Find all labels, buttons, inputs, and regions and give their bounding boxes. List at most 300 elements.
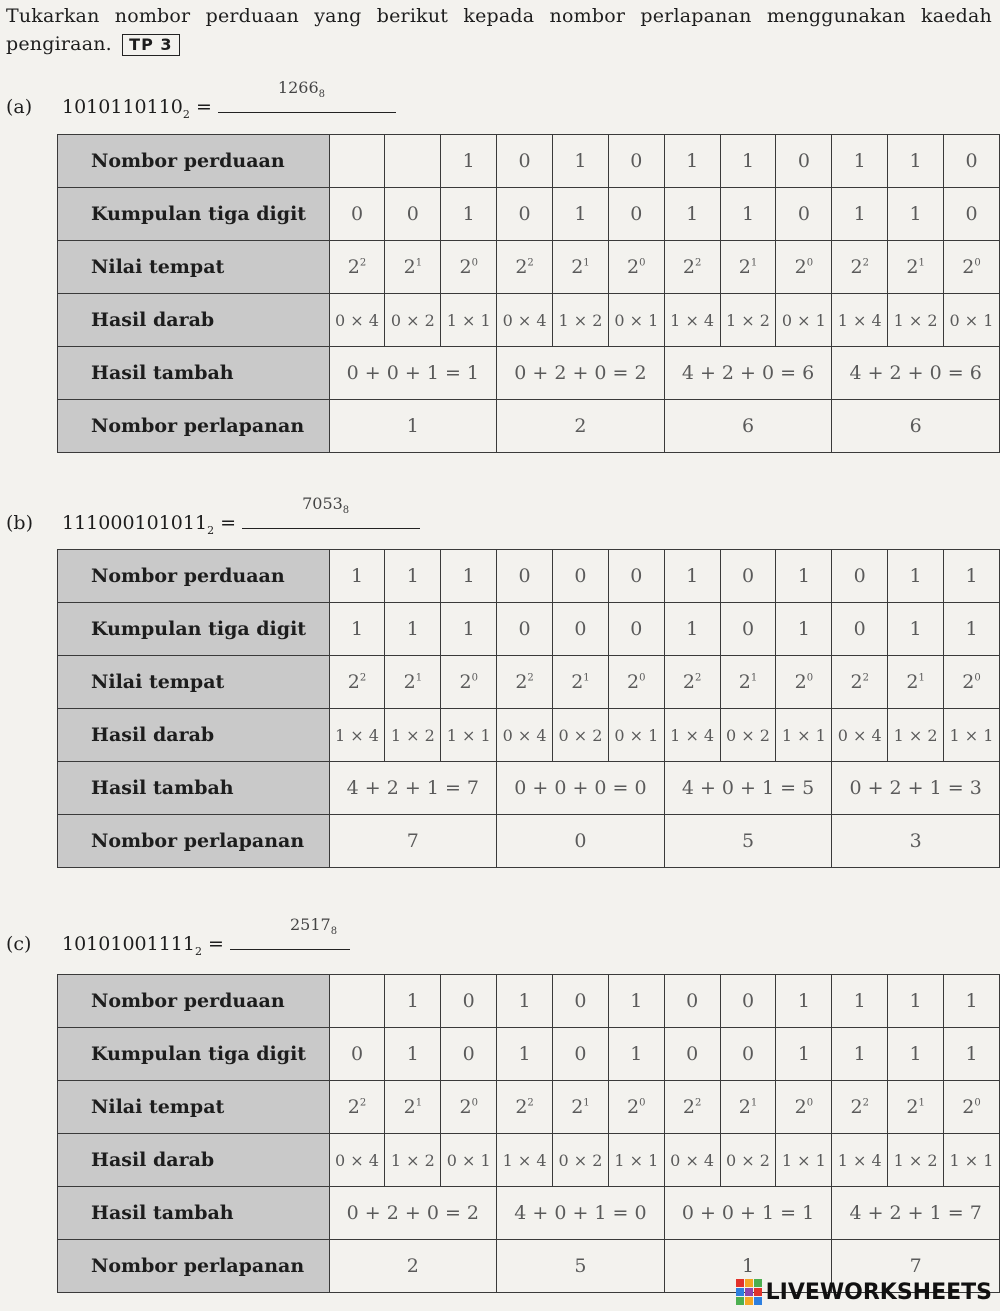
table-cell: 1 (720, 188, 776, 241)
table-cell (329, 135, 385, 188)
answer-number: 7053 (302, 494, 343, 513)
table-cell: 0 × 4 (497, 709, 553, 762)
place-exponent: 0 (639, 672, 646, 684)
table-cell: 0 (497, 550, 553, 603)
place-value-cell (664, 656, 720, 709)
place-value-cell (497, 1081, 553, 1134)
table-cell: 0 (553, 975, 609, 1028)
table-cell: 0 (441, 1028, 497, 1081)
row-octal (58, 400, 1000, 453)
place-exponent: 2 (359, 257, 367, 269)
equals-sign: = (220, 512, 237, 534)
table-cell (329, 975, 385, 1028)
octal-digit-cell: 6 (832, 400, 1000, 453)
answer-number: 1266 (277, 78, 319, 97)
table-cell: 1 × 1 (776, 1134, 832, 1187)
instruction-body: Tukarkan nombor perduaan yang berikut kepada nombor perlapanan menggunakan kaedah pengiraan. (6, 5, 992, 55)
table-cell: 1 (497, 975, 553, 1028)
table-cell: 1 × 1 (608, 1134, 664, 1187)
octal-digit-cell: 7 (832, 1240, 1000, 1293)
logo-tile (736, 1288, 744, 1296)
table-cell: 0 × 1 (441, 1134, 497, 1187)
place-exponent: 0 (974, 672, 981, 684)
table-cell: 1 (608, 975, 664, 1028)
table-cell: 1 (720, 135, 776, 188)
working-table-b (57, 549, 1000, 868)
sum-cell: 4 + 2 + 1 = 7 (832, 1187, 1000, 1240)
question-b-line (6, 494, 420, 537)
place-value-cell (385, 1081, 441, 1134)
table-cell: 1 × 2 (385, 1134, 441, 1187)
place-value-cell (664, 241, 720, 294)
place-value-cell (888, 241, 944, 294)
sum-cell: 0 + 2 + 0 = 2 (497, 347, 665, 400)
table-cell: 1 (329, 550, 385, 603)
table-cell: 1 (664, 188, 720, 241)
place-value-cell (776, 241, 832, 294)
logo-tile (745, 1288, 753, 1296)
row-groups (58, 1028, 1000, 1081)
table-cell: 0 (664, 1028, 720, 1081)
octal-digit-cell: 5 (664, 815, 832, 868)
equals-sign: = (208, 933, 224, 955)
place-exponent: 2 (695, 257, 702, 269)
question-c-line (6, 915, 350, 958)
table-cell: 1 (497, 1028, 553, 1081)
row-header: Hasil darab (58, 294, 330, 347)
row-binary (58, 975, 1000, 1028)
place-exponent: 2 (862, 257, 869, 269)
row-header: Nombor perduaan (58, 135, 330, 188)
row-product (58, 709, 1000, 762)
place-value-cell (720, 656, 776, 709)
place-value-cell (329, 1081, 385, 1134)
table-cell: 1 (832, 1028, 888, 1081)
place-base: 2 (962, 1096, 975, 1118)
sum-cell: 0 + 0 + 0 = 0 (497, 762, 665, 815)
table-cell: 1 × 1 (441, 294, 497, 347)
octal-digit-cell: 1 (664, 1240, 832, 1293)
place-exponent: 2 (527, 1097, 534, 1109)
row-header: Nombor perlapanan (58, 815, 330, 868)
table-cell: 1 (944, 550, 1000, 603)
table-cell: 0 × 4 (664, 1134, 720, 1187)
table-cell: 1 × 4 (329, 709, 385, 762)
table-cell: 1 × 4 (664, 294, 720, 347)
table-cell: 1 × 2 (553, 294, 609, 347)
question-label: (a) (6, 96, 33, 118)
place-value-cell (776, 1081, 832, 1134)
table-cell: 0 (385, 188, 441, 241)
table-cell: 0 × 2 (553, 1134, 609, 1187)
logo-tile (754, 1288, 762, 1296)
place-base: 2 (459, 256, 472, 278)
place-exponent: 0 (806, 1097, 814, 1109)
table-cell: 0 × 2 (385, 294, 441, 347)
table-cell: 0 (553, 550, 609, 603)
octal-digit-cell: 6 (664, 400, 832, 453)
place-base: 2 (515, 671, 528, 693)
place-value-cell (664, 1081, 720, 1134)
place-value-cell (888, 656, 944, 709)
row-header: Nombor perduaan (58, 975, 330, 1028)
base-subscript: 2 (182, 107, 190, 121)
row-binary (58, 135, 1000, 188)
place-base: 2 (515, 256, 528, 278)
place-exponent: 2 (527, 257, 534, 269)
table-cell: 1 (832, 135, 888, 188)
table-cell: 0 (608, 603, 664, 656)
octal-digit-cell: 2 (497, 400, 665, 453)
place-base: 2 (906, 1096, 919, 1118)
place-exponent: 2 (695, 672, 702, 684)
place-base: 2 (850, 671, 863, 693)
table-cell: 1 (944, 603, 1000, 656)
table-cell: 1 (944, 1028, 1000, 1081)
logo-tile (736, 1279, 744, 1287)
place-base: 2 (738, 256, 751, 278)
place-exponent: 0 (471, 672, 478, 684)
table-cell: 1 (888, 550, 944, 603)
instruction-text (6, 2, 992, 58)
row-product (58, 294, 1000, 347)
place-base: 2 (738, 1096, 751, 1118)
table-cell: 0 (776, 188, 832, 241)
row-header: Nombor perduaan (58, 550, 330, 603)
binary-number: 111000101011 (62, 512, 208, 534)
place-value-cell (441, 656, 497, 709)
tp-badge: TP 3 (122, 34, 179, 56)
place-exponent: 0 (639, 1097, 646, 1109)
place-exponent: 1 (583, 672, 590, 684)
table-cell: 0 (776, 135, 832, 188)
table-cell: 1 (832, 188, 888, 241)
row-header: Nilai tempat (58, 241, 330, 294)
place-base: 2 (682, 256, 695, 278)
table-cell: 0 × 1 (944, 294, 1000, 347)
row-product (58, 1134, 1000, 1187)
table-cell: 0 × 1 (608, 294, 664, 347)
octal-digit-cell: 5 (497, 1240, 665, 1293)
liveworksheets-logo (736, 1279, 992, 1305)
place-value-cell (385, 241, 441, 294)
table-cell: 1 × 4 (832, 1134, 888, 1187)
table-cell: 0 (497, 188, 553, 241)
place-base: 2 (403, 256, 416, 278)
table-cell: 1 × 2 (888, 294, 944, 347)
table-cell: 1 (776, 1028, 832, 1081)
place-exponent: 1 (750, 672, 758, 684)
place-value-cell (608, 656, 664, 709)
table-cell: 0 × 4 (329, 1134, 385, 1187)
place-exponent: 1 (750, 1097, 758, 1109)
table-cell: 1 × 2 (888, 709, 944, 762)
answer-base: 8 (342, 505, 350, 517)
place-base: 2 (515, 1096, 528, 1118)
table-cell: 1 × 1 (776, 709, 832, 762)
working-table-c (57, 974, 1000, 1293)
table-cell: 0 (553, 603, 609, 656)
table-cell: 0 (664, 975, 720, 1028)
sum-cell: 4 + 2 + 0 = 6 (664, 347, 832, 400)
row-sum (58, 762, 1000, 815)
table-cell: 1 (385, 975, 441, 1028)
answer-field[interactable] (218, 78, 396, 113)
table-cell: 1 (608, 1028, 664, 1081)
table-cell: 1 (888, 603, 944, 656)
table-cell: 1 (944, 975, 1000, 1028)
place-value-cell (832, 1081, 888, 1134)
place-base: 2 (906, 671, 919, 693)
table-cell: 1 (664, 550, 720, 603)
row-place-value (58, 656, 1000, 709)
row-header: Nilai tempat (58, 656, 330, 709)
table-cell: 1 (553, 135, 609, 188)
place-base: 2 (403, 1096, 416, 1118)
place-base: 2 (682, 1096, 695, 1118)
row-sum (58, 347, 1000, 400)
place-value-cell (944, 656, 1000, 709)
table-cell: 1 (329, 603, 385, 656)
place-value-cell (329, 241, 385, 294)
octal-digit-cell: 3 (832, 815, 1000, 868)
row-header: Hasil tambah (58, 1187, 330, 1240)
sum-cell: 0 + 0 + 1 = 1 (329, 347, 497, 400)
place-value-cell (832, 241, 888, 294)
table-cell: 1 (776, 603, 832, 656)
place-exponent: 0 (974, 257, 981, 269)
place-exponent: 0 (806, 672, 814, 684)
row-header: Nombor perlapanan (58, 400, 330, 453)
table-cell: 0 × 2 (553, 709, 609, 762)
place-base: 2 (794, 671, 807, 693)
table-cell: 1 (888, 975, 944, 1028)
place-base: 2 (962, 256, 975, 278)
place-base: 2 (906, 256, 919, 278)
table-cell: 1 × 4 (497, 1134, 553, 1187)
place-value-cell (944, 1081, 1000, 1134)
place-base: 2 (403, 671, 416, 693)
logo-tile (745, 1297, 753, 1305)
table-cell: 0 (497, 603, 553, 656)
table-cell: 0 (832, 603, 888, 656)
place-exponent: 1 (918, 672, 925, 684)
table-cell: 1 (776, 975, 832, 1028)
place-exponent: 2 (862, 672, 869, 684)
table-cell: 1 × 4 (664, 709, 720, 762)
table-cell: 1 (832, 975, 888, 1028)
row-place-value (58, 1081, 1000, 1134)
table-cell: 1 (664, 603, 720, 656)
logo-tile (754, 1297, 762, 1305)
table-cell: 0 × 4 (832, 709, 888, 762)
place-value-cell (608, 241, 664, 294)
question-label: (b) (6, 512, 33, 534)
table-cell: 1 × 2 (720, 294, 776, 347)
table-cell: 0 (441, 975, 497, 1028)
question-a-line (6, 78, 396, 121)
answer-value (302, 494, 349, 516)
table-cell: 0 (329, 1028, 385, 1081)
table-cell: 1 (385, 550, 441, 603)
answer-value (290, 915, 337, 937)
place-value-cell (553, 656, 609, 709)
place-exponent: 1 (583, 1097, 590, 1109)
row-header: Hasil tambah (58, 762, 330, 815)
table-cell: 0 (944, 188, 1000, 241)
answer-value (278, 78, 325, 100)
place-exponent: 2 (359, 672, 367, 684)
table-cell: 1 × 2 (888, 1134, 944, 1187)
place-base: 2 (347, 256, 360, 278)
table-cell: 0 (720, 1028, 776, 1081)
table-cell: 1 (385, 1028, 441, 1081)
place-exponent: 1 (918, 1097, 925, 1109)
place-exponent: 2 (862, 1097, 869, 1109)
sum-cell: 0 + 2 + 0 = 2 (329, 1187, 497, 1240)
place-value-cell (553, 1081, 609, 1134)
answer-base: 8 (318, 89, 325, 101)
row-groups (58, 603, 1000, 656)
sum-cell: 4 + 2 + 1 = 7 (329, 762, 497, 815)
place-exponent: 0 (974, 1097, 981, 1109)
place-exponent: 0 (639, 257, 646, 269)
sum-cell: 0 + 2 + 1 = 3 (832, 762, 1000, 815)
table-cell: 1 (664, 135, 720, 188)
table-cell: 1 × 1 (944, 1134, 1000, 1187)
place-exponent: 1 (415, 672, 423, 684)
place-base: 2 (682, 671, 695, 693)
place-exponent: 1 (750, 257, 758, 269)
table-cell: 1 (441, 135, 497, 188)
table-cell: 1 (441, 188, 497, 241)
place-base: 2 (571, 256, 584, 278)
answer-number: 2517 (290, 915, 331, 934)
octal-digit-cell: 7 (329, 815, 497, 868)
place-exponent: 1 (583, 257, 590, 269)
base-subscript: 2 (207, 523, 215, 537)
place-base: 2 (627, 671, 640, 693)
sum-cell: 0 + 0 + 1 = 1 (664, 1187, 832, 1240)
table-cell: 1 (888, 188, 944, 241)
place-value-cell (944, 241, 1000, 294)
place-base: 2 (850, 1096, 863, 1118)
table-cell: 0 (608, 550, 664, 603)
row-binary (58, 550, 1000, 603)
place-value-cell (832, 656, 888, 709)
place-exponent: 0 (471, 257, 478, 269)
table-cell: 0 × 1 (776, 294, 832, 347)
table-cell: 0 × 4 (329, 294, 385, 347)
octal-digit-cell: 1 (329, 400, 497, 453)
place-base: 2 (794, 1096, 807, 1118)
table-cell: 0 (720, 550, 776, 603)
table-cell: 0 (944, 135, 1000, 188)
place-value-cell (497, 656, 553, 709)
table-cell: 0 (497, 135, 553, 188)
place-base: 2 (459, 671, 472, 693)
place-value-cell (888, 1081, 944, 1134)
place-value-cell (329, 656, 385, 709)
table-cell: 1 (441, 550, 497, 603)
place-base: 2 (627, 1096, 640, 1118)
row-header: Kumpulan tiga digit (58, 1028, 330, 1081)
table-cell: 0 (553, 1028, 609, 1081)
sum-cell: 4 + 0 + 1 = 0 (497, 1187, 665, 1240)
place-base: 2 (459, 1096, 472, 1118)
table-cell: 1 (888, 1028, 944, 1081)
table-cell: 0 × 1 (608, 709, 664, 762)
answer-field[interactable] (242, 494, 420, 529)
table-cell: 0 (720, 975, 776, 1028)
row-header: Hasil darab (58, 1134, 330, 1187)
table-cell: 1 (441, 603, 497, 656)
place-value-cell (385, 656, 441, 709)
table-cell: 1 × 1 (441, 709, 497, 762)
sum-cell: 4 + 2 + 0 = 6 (832, 347, 1000, 400)
binary-number: 10101001111 (62, 933, 195, 955)
row-sum (58, 1187, 1000, 1240)
place-value-cell (441, 1081, 497, 1134)
octal-digit-cell: 0 (497, 815, 665, 868)
place-base: 2 (571, 1096, 584, 1118)
working-table-a (57, 134, 1000, 453)
table-cell: 1 × 2 (385, 709, 441, 762)
place-base: 2 (850, 256, 863, 278)
place-exponent: 2 (695, 1097, 702, 1109)
place-value-cell (441, 241, 497, 294)
place-base: 2 (962, 671, 975, 693)
logo-mark-icon (736, 1279, 762, 1305)
place-exponent: 2 (359, 1097, 367, 1109)
place-exponent: 1 (918, 257, 925, 269)
table-cell: 0 × 2 (720, 1134, 776, 1187)
place-exponent: 2 (527, 672, 534, 684)
row-header: Hasil darab (58, 709, 330, 762)
table-cell: 1 (776, 550, 832, 603)
table-cell: 1 × 4 (832, 294, 888, 347)
place-base: 2 (627, 256, 640, 278)
place-exponent: 1 (415, 1097, 423, 1109)
table-cell: 1 (888, 135, 944, 188)
table-cell: 0 × 2 (720, 709, 776, 762)
place-value-cell (720, 241, 776, 294)
row-header: Nombor perlapanan (58, 1240, 330, 1293)
place-value-cell (720, 1081, 776, 1134)
place-exponent: 0 (471, 1097, 478, 1109)
answer-field[interactable] (230, 915, 350, 950)
logo-tile (754, 1279, 762, 1287)
binary-number: 1010110110 (62, 96, 183, 118)
table-cell: 1 × 1 (944, 709, 1000, 762)
row-header: Hasil tambah (58, 347, 330, 400)
table-cell: 1 (553, 188, 609, 241)
row-header: Kumpulan tiga digit (58, 188, 330, 241)
place-exponent: 0 (806, 257, 814, 269)
place-value-cell (776, 656, 832, 709)
place-value-cell (553, 241, 609, 294)
row-header: Nilai tempat (58, 1081, 330, 1134)
place-value-cell (497, 241, 553, 294)
table-cell: 0 (608, 188, 664, 241)
table-cell (385, 135, 441, 188)
sum-cell: 4 + 0 + 1 = 5 (664, 762, 832, 815)
row-header: Kumpulan tiga digit (58, 603, 330, 656)
logo-tile (745, 1279, 753, 1287)
answer-base: 8 (330, 926, 338, 938)
logo-text: LIVEWORKSHEETS (765, 1279, 992, 1305)
place-base: 2 (571, 671, 584, 693)
